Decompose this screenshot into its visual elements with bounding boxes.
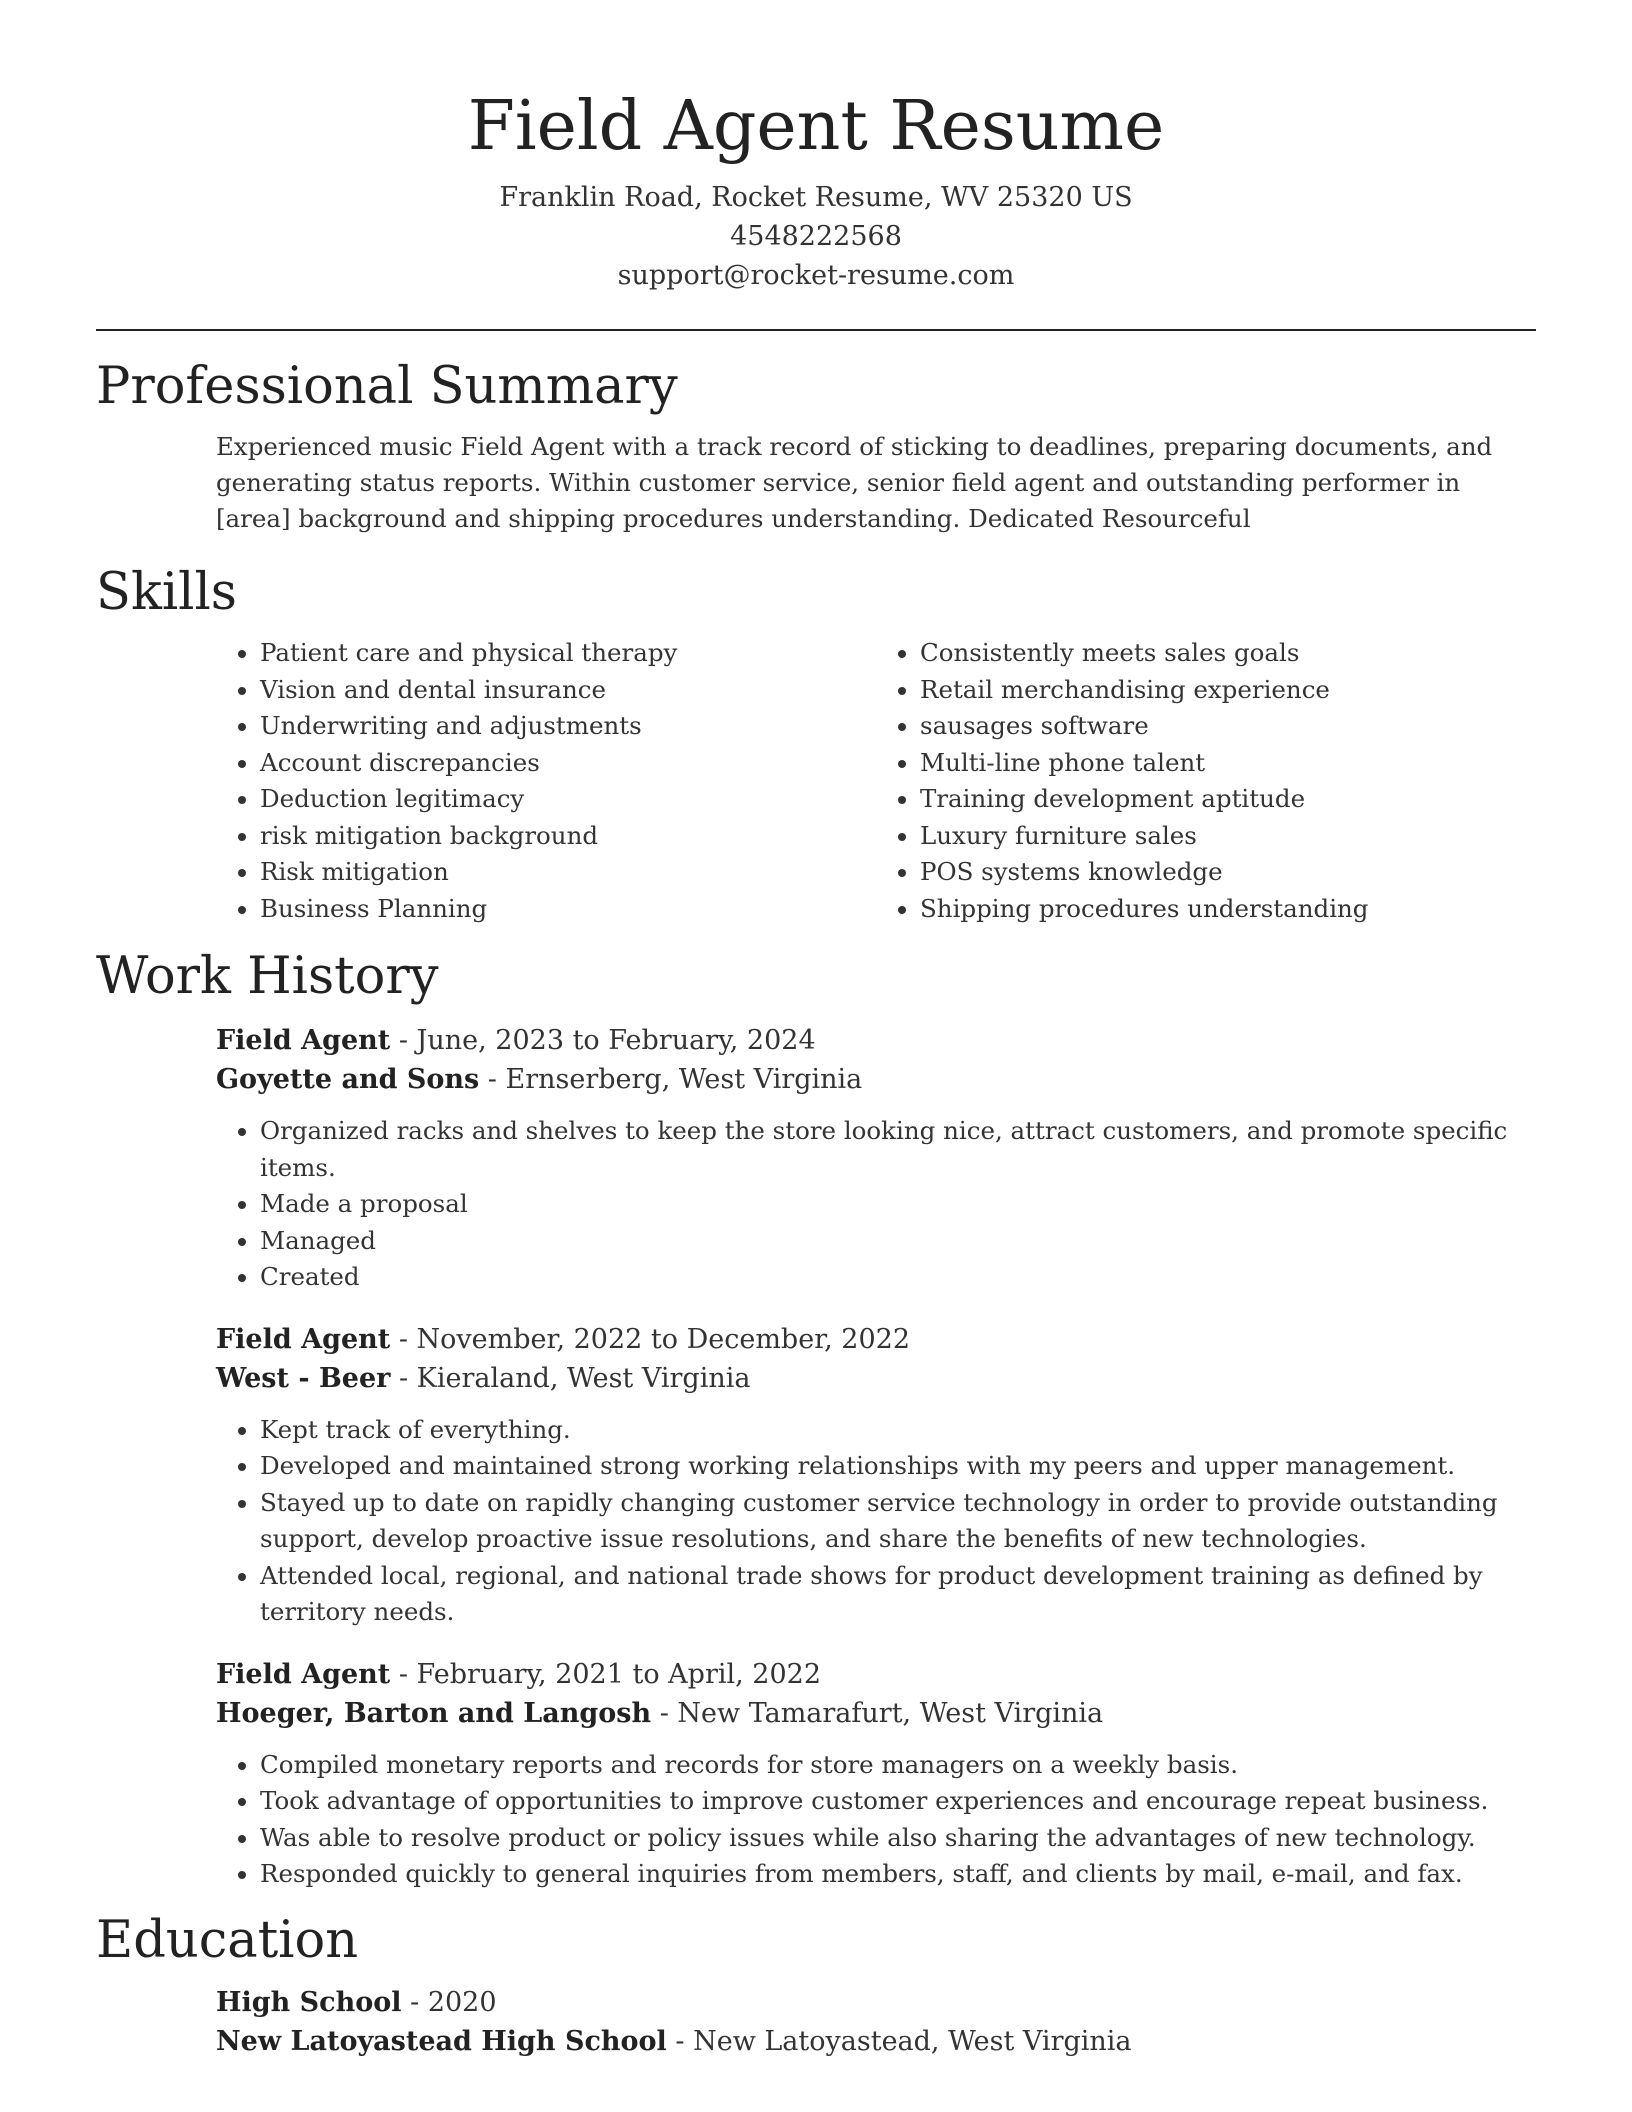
skill-item: • Luxury furniture sales [920, 818, 1536, 855]
job-title-line [216, 1655, 1536, 1694]
skill-item: • Business Planning [260, 891, 876, 928]
job-bullet: • Developed and maintained strong working relationships with my peers and upper management. [260, 1448, 1536, 1485]
job-bullet: • Was able to resolve product or policy issues while also sharing the advantages of new technology. [260, 1820, 1536, 1857]
job-entry [216, 1021, 1536, 1296]
skill-item: • Underwriting and adjustments [260, 708, 876, 745]
education-heading: Education [96, 1910, 359, 1970]
job-bullet: • Compiled monetary reports and records for store managers on a weekly basis. [260, 1747, 1536, 1784]
job-company-line [216, 1359, 1536, 1398]
contact-block [96, 178, 1536, 295]
skill-item: • Consistently meets sales goals [920, 635, 1536, 672]
job-bullets [216, 1113, 1536, 1296]
job-company-line [216, 1060, 1536, 1099]
job-location: - New Tamarafurt, West Virginia [651, 1697, 1104, 1729]
job-dates: - June, 2023 to February, 2024 [390, 1025, 816, 1056]
job-bullets [216, 1747, 1536, 1893]
skill-item: • Account discrepancies [260, 745, 876, 782]
job-bullet: • Attended local, regional, and national trade shows for product development training as defined by territory needs. [260, 1558, 1536, 1631]
job-company: Goyette and Sons [216, 1064, 480, 1095]
skill-item: • Multi-line phone talent [920, 745, 1536, 782]
job-bullet: • Stayed up to date on rapidly changing customer service technology in order to provide outstanding support, develop proactive issue resolutions, and share the benefits of new technologies. [260, 1485, 1536, 1558]
job-location: - Kieraland, West Virginia [390, 1362, 751, 1394]
job-company-line [216, 1694, 1536, 1733]
job-entry [216, 1320, 1536, 1631]
job-title-line [216, 1320, 1536, 1359]
skill-item: • Vision and dental insurance [260, 672, 876, 709]
skill-item: • POS systems knowledge [920, 854, 1536, 891]
job-bullet: • Managed [260, 1223, 1536, 1260]
resume-header [96, 0, 1536, 295]
skills-columns [216, 635, 1536, 927]
header-divider [96, 329, 1536, 331]
job-title: Field Agent [216, 1025, 391, 1056]
summary-text: Experienced music Field Agent with a track record of sticking to deadlines, preparing documents, and generating status reports. Within customer service, senior field agent and outstanding performer in [area] background and shipping procedures understanding. Dedicated Resourceful [216, 432, 1493, 533]
job-bullet: • Responded quickly to general inquiries from members, staff, and clients by mail, e-mail, and fax. [260, 1856, 1536, 1893]
skill-item: • Risk mitigation [260, 854, 876, 891]
skill-item: • Shipping procedures understanding [920, 891, 1536, 928]
education-school-line [216, 2022, 1536, 2061]
job-bullets [216, 1412, 1536, 1631]
job-dates: - November, 2022 to December, 2022 [390, 1323, 911, 1355]
education-school: New Latoyastead High School [216, 2025, 667, 2057]
job-title-line [216, 1021, 1536, 1060]
education-entry [216, 1983, 1536, 2061]
job-dates: - February, 2021 to April, 2022 [390, 1658, 822, 1690]
education-location: - New Latoyastead, West Virginia [666, 2025, 1132, 2057]
job-company: Hoeger, Barton and Langosh [216, 1697, 652, 1729]
job-bullet: • Kept track of everything. [260, 1412, 1536, 1449]
skill-item: • Retail merchandising experience [920, 672, 1536, 709]
work-history-list [96, 1021, 1536, 1893]
job-title: Field Agent [216, 1658, 391, 1690]
job-bullet: • Created [260, 1259, 1536, 1296]
contact-phone: 4548222568 [730, 221, 902, 252]
job-entry [216, 1655, 1536, 1893]
skill-item: • Training development aptitude [920, 781, 1536, 818]
job-location: - Ernserberg, West Virginia [479, 1064, 863, 1095]
skills-heading: Skills [96, 563, 237, 622]
skills-right-list [876, 635, 1536, 927]
contact-address: Franklin Road, Rocket Resume, WV 25320 US [499, 182, 1133, 213]
skills-left-list [216, 635, 876, 927]
skill-item: • Deduction legitimacy [260, 781, 876, 818]
skill-item: • Patient care and physical therapy [260, 635, 876, 672]
resume-title: Field Agent Resume [467, 87, 1165, 166]
contact-email: support@rocket-resume.com [617, 260, 1015, 291]
job-company: West - Beer [216, 1362, 391, 1394]
education-year: - 2020 [401, 1986, 497, 2018]
skill-item: • sausages software [920, 708, 1536, 745]
job-bullet: • Made a proposal [260, 1186, 1536, 1223]
education-degree-line [216, 1983, 1536, 2022]
job-bullet: • Organized racks and shelves to keep the store looking nice, attract customers, and promote specific items. [260, 1113, 1536, 1186]
education-degree: High School [216, 1986, 402, 2018]
skill-item: • risk mitigation background [260, 818, 876, 855]
summary-heading: Professional Summary [96, 357, 678, 416]
job-bullet: • Took advantage of opportunities to improve customer experiences and encourage repeat business. [260, 1783, 1536, 1820]
job-title: Field Agent [216, 1323, 391, 1355]
work-history-heading: Work History [96, 947, 439, 1006]
